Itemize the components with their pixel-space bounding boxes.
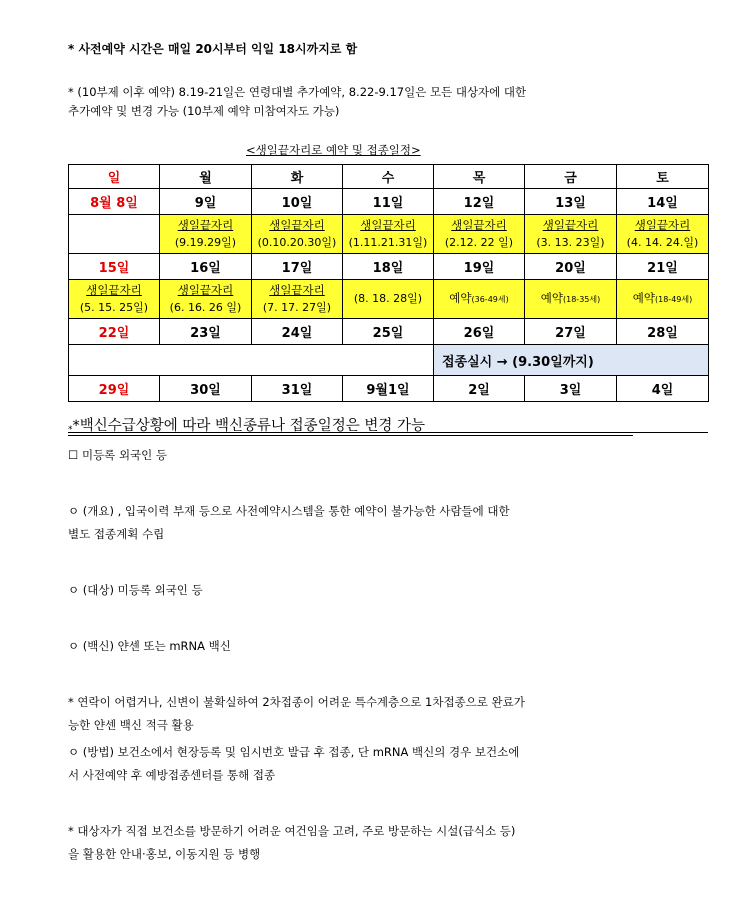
date-cell: 22일	[69, 319, 160, 345]
date-cell: 13일	[525, 189, 617, 215]
date-row	[69, 189, 709, 215]
date-cell: 2일	[434, 376, 525, 402]
divider	[68, 435, 633, 436]
date-cell: 30일	[160, 376, 252, 402]
date-cell: 20일	[525, 254, 617, 280]
reservation-label: 예약	[449, 291, 472, 305]
paragraph-line: 별도 접종계획 수립	[68, 527, 165, 541]
date-row	[69, 376, 709, 402]
date-cell: 15일	[69, 254, 160, 280]
slot-digits: (7. 17. 27일)	[262, 301, 332, 314]
date-cell: 16일	[160, 254, 252, 280]
reservation-age: (36-49세)	[471, 295, 509, 304]
weekday-header: 토	[617, 165, 709, 189]
date-cell: 8월 8일	[69, 189, 160, 215]
slot-label: 생일끝자리	[634, 218, 691, 232]
weekday-header: 금	[525, 165, 617, 189]
weekday-header: 일	[69, 165, 160, 189]
paragraph-line: 능한 얀센 백신 적극 활용	[68, 718, 194, 732]
slot-digits: (2.12. 22 일)	[444, 236, 514, 249]
reservation-cell	[525, 280, 617, 319]
reservation-cell	[434, 280, 525, 319]
slot-label: 생일끝자리	[542, 218, 599, 232]
reservation-label: 예약	[540, 291, 563, 305]
empty-cell	[69, 215, 160, 254]
date-cell: 12일	[434, 189, 525, 215]
date-cell: 9월1일	[343, 376, 434, 402]
date-cell: 4일	[617, 376, 709, 402]
birthday-slot-cell	[434, 215, 525, 254]
paragraph-line: ㅇ (개요) , 입국이력 부재 등으로 사전예약시스템을 통한 예약이 불가능한 사람들에 대한	[68, 504, 510, 518]
birthday-slot-cell	[617, 215, 709, 254]
date-cell: 23일	[160, 319, 252, 345]
note-line: 추가예약 및 변경 가능 (10부제 예약 미참여자도 가능)	[68, 104, 340, 118]
reservation-cell	[617, 280, 709, 319]
slot-label: 생일끝자리	[451, 218, 507, 232]
vaccination-calendar	[68, 164, 709, 402]
section-heading: ☐ 미등록 외국인 등	[68, 448, 168, 462]
slot-digits: (5. 15. 25일)	[79, 301, 149, 314]
weekday-header: 월	[160, 165, 252, 189]
target-paragraph: ㅇ (대상) 미등록 외국인 등	[68, 583, 203, 597]
date-cell: 14일	[617, 189, 709, 215]
overview-paragraph	[68, 502, 510, 544]
slot-label: 생일끝자리	[177, 283, 234, 297]
paragraph-line: * 연락이 어렵거나, 신변이 불확실하여 2차접종이 어려운 특수계층으로 1차접종으로 완료가	[68, 695, 525, 709]
date-cell: 28일	[617, 319, 709, 345]
date-cell: 9일	[160, 189, 252, 215]
additional-booking-note	[68, 83, 526, 121]
paragraph-line: 을 활용한 안내·홍보, 이동지원 등 병행	[68, 847, 261, 861]
date-cell: 25일	[343, 319, 434, 345]
date-cell: 11일	[343, 189, 434, 215]
weekday-header: 화	[252, 165, 343, 189]
birthday-slot-cell	[252, 280, 343, 319]
paragraph-line: * 대상자가 직접 보건소를 방문하기 어려운 여건임을 고려, 주로 방문하는 시설(급식소 등)	[68, 824, 516, 838]
birthday-slot-cell	[160, 215, 252, 254]
reservation-age: (18-35세)	[563, 295, 601, 304]
birthday-slot-cell	[525, 215, 617, 254]
note-marker: *	[68, 425, 73, 435]
birthday-slot-cell	[252, 215, 343, 254]
slot-digits: (8. 18. 28일)	[353, 292, 423, 305]
birthday-slot-cell	[69, 280, 160, 319]
date-cell: 10일	[252, 189, 343, 215]
vaccination-period-cell: 접종실시 → (9.30일까지)	[434, 345, 709, 376]
date-cell: 29일	[69, 376, 160, 402]
slot-digits: (3. 13. 23일)	[536, 236, 605, 249]
date-cell: 18일	[343, 254, 434, 280]
note-text: *백신수급상황에 따라 백신종류나 접종일정은 변경 가능	[72, 418, 425, 434]
visit-note	[68, 822, 515, 864]
reservation-age: (18-49세)	[655, 295, 693, 304]
date-cell: 26일	[434, 319, 525, 345]
reservation-label: 예약	[632, 291, 655, 305]
date-row	[69, 254, 709, 280]
date-cell: 31일	[252, 376, 343, 402]
schedule-time-heading: * 사전예약 시간은 매일 20시부터 익일 18시까지로 함	[68, 42, 358, 56]
empty-cell	[69, 345, 434, 376]
slot-label: 생일끝자리	[177, 218, 234, 232]
contact-note	[68, 693, 525, 735]
birthday-slot-cell	[343, 280, 434, 319]
slot-label: 생일끝자리	[360, 218, 416, 232]
slot-digits: (9.19.29일)	[174, 236, 237, 249]
date-cell: 27일	[525, 319, 617, 345]
date-cell: 21일	[617, 254, 709, 280]
slot-digits: (6. 16. 26 일)	[169, 301, 242, 314]
birthday-slot-cell	[343, 215, 434, 254]
divider	[68, 432, 708, 433]
date-cell: 3일	[525, 376, 617, 402]
paragraph-line: 서 사전예약 후 예방접종센터를 통해 접종	[68, 768, 276, 782]
vaccine-paragraph: ㅇ (백신) 얀센 또는 mRNA 백신	[68, 639, 231, 653]
birthday-slot-cell	[160, 280, 252, 319]
slot-label: 생일끝자리	[269, 283, 325, 297]
date-row	[69, 319, 709, 345]
method-paragraph	[68, 743, 519, 785]
vaccination-row	[69, 345, 709, 376]
weekday-header: 목	[434, 165, 525, 189]
weekday-header-row	[69, 165, 709, 189]
paragraph-line: ㅇ (방법) 보건소에서 현장등록 및 임시번호 발급 후 접종, 단 mRNA 백신의 경우 보건소에	[68, 745, 520, 759]
date-cell: 24일	[252, 319, 343, 345]
slot-digits: (1.11.21.31일)	[348, 236, 428, 249]
weekday-header: 수	[343, 165, 434, 189]
slot-digits: (4. 14. 24.일)	[626, 236, 699, 249]
note-line: * (10부제 이후 예약) 8.19-21일은 연령대별 추가예약, 8.22-9.17일은 모든 대상자에 대한	[68, 85, 527, 99]
calendar-caption: <생일끝자리로 예약 및 접종일정>	[246, 143, 421, 157]
date-cell: 17일	[252, 254, 343, 280]
birthday-slot-row	[69, 280, 709, 319]
slot-digits: (0.10.20.30일)	[257, 236, 337, 249]
slot-label: 생일끝자리	[269, 218, 325, 232]
birthday-slot-row	[69, 215, 709, 254]
date-cell: 19일	[434, 254, 525, 280]
slot-label: 생일끝자리	[86, 283, 142, 297]
